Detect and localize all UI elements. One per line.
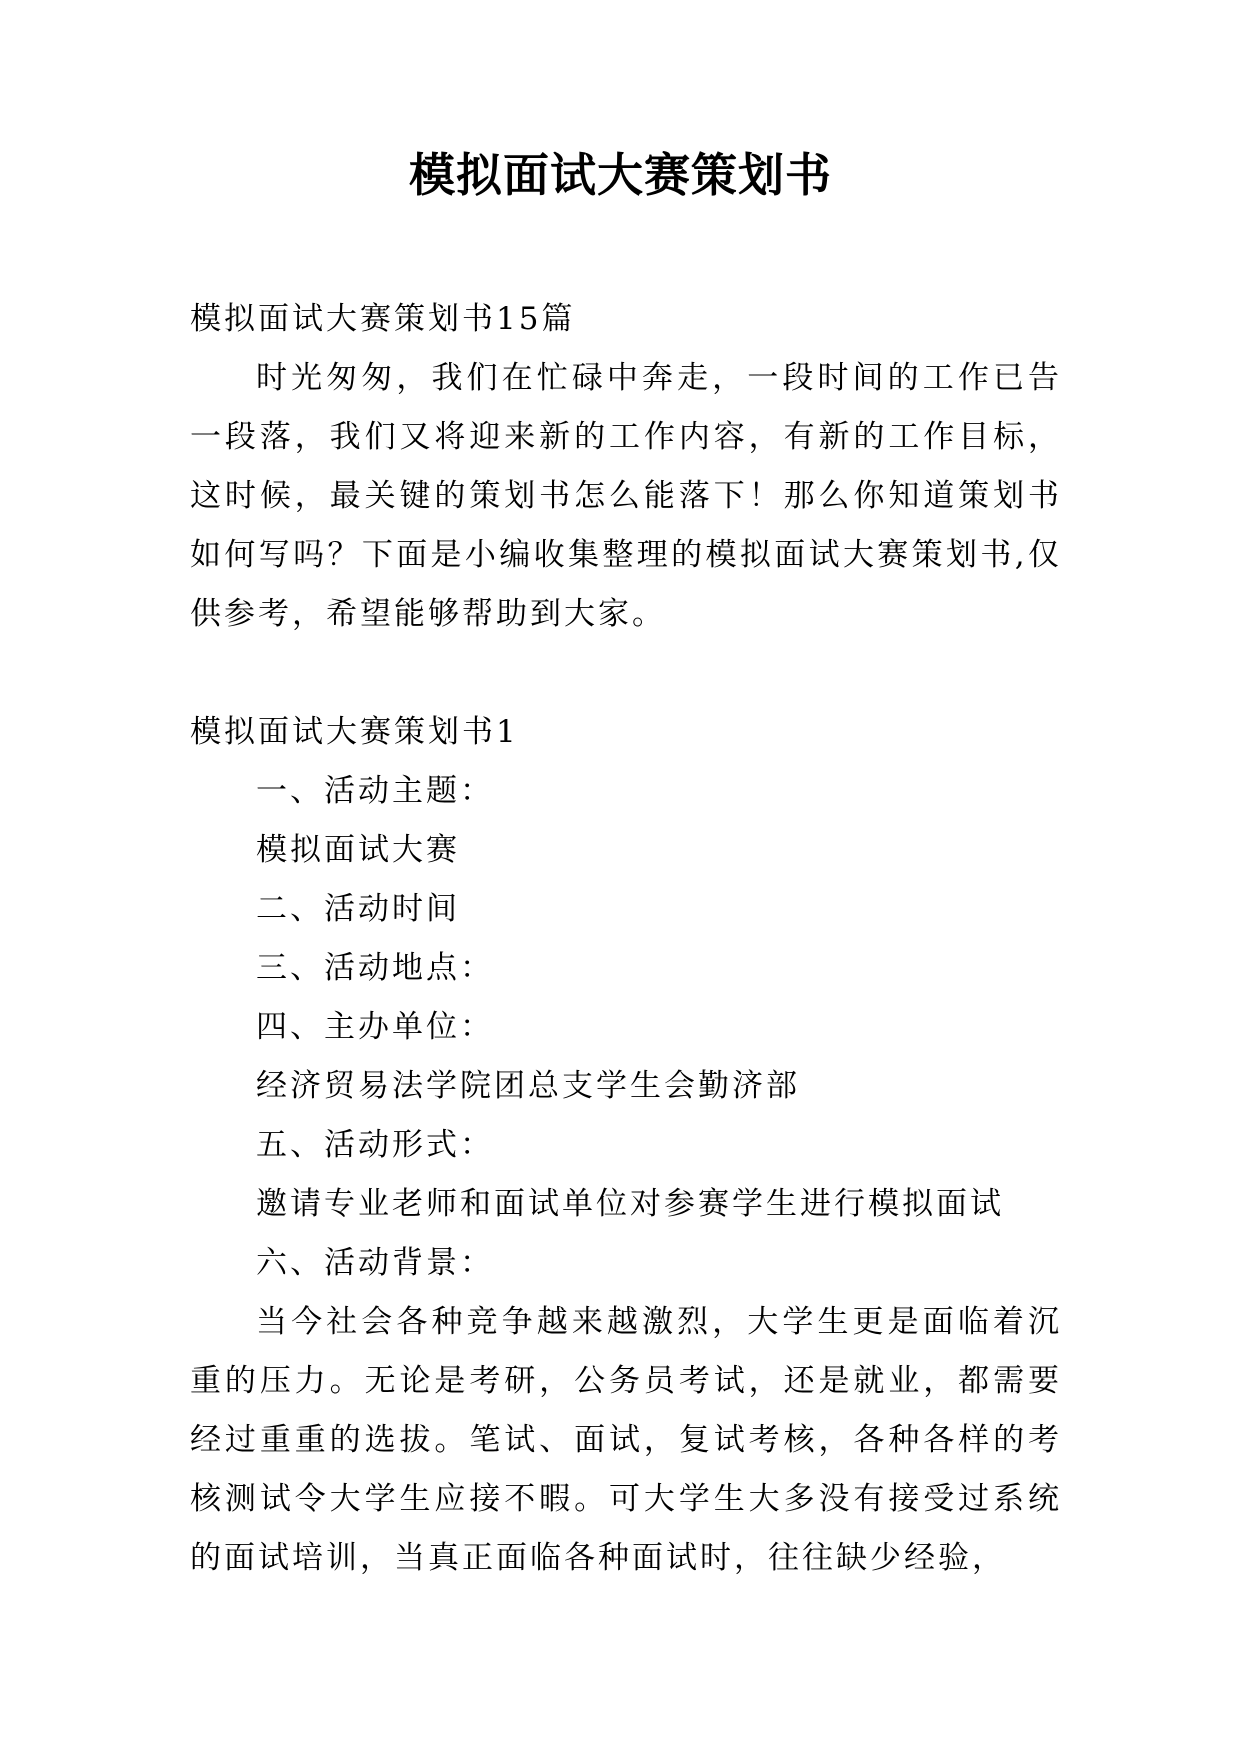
background-paragraph: 当今社会各种竞争越来越激烈，大学生更是面临着沉重的压力。无论是考研，公务员考试，还是就业，都需要经过重重的选拔。笔试、面试，复试考核，各种各样的考核测试令大学生应接不暇。可大学生大多没有接受过系统的面试培训，当真正面临各种面试时，往往缺少经验，	[190, 1304, 1062, 1576]
document-title: 模拟面试大赛策划书	[409, 148, 832, 202]
item-theme-value: 模拟面试大赛	[256, 832, 460, 868]
item-format-value: 邀请专业老师和面试单位对参赛学生进行模拟面试	[256, 1186, 1004, 1222]
paragraph-gap	[190, 644, 1062, 703]
item-format-heading: 五、活动形式：	[256, 1127, 494, 1163]
item-background-heading: 六、活动背景：	[256, 1245, 494, 1281]
item-place-heading: 三、活动地点：	[256, 950, 494, 986]
item-organizer-heading: 四、主办单位：	[256, 1009, 494, 1045]
document-body	[190, 290, 1062, 1588]
item-organizer-value: 经济贸易法学院团总支学生会勤济部	[256, 1068, 800, 1104]
item-time-heading: 二、活动时间	[256, 891, 460, 927]
subtitle: 模拟面试大赛策划书15篇	[190, 301, 576, 337]
item-theme-heading: 一、活动主题：	[256, 773, 494, 809]
intro-paragraph: 时光匆匆，我们在忙碌中奔走，一段时间的工作已告一段落，我们又将迎来新的工作内容，有新的工作目标，这时候，最关键的策划书怎么能落下！那么你知道策划书如何写吗？下面是小编收集整理的模拟面试大赛策划书,仅供参考，希望能够帮助到大家。	[190, 360, 1062, 632]
section-heading: 模拟面试大赛策划书1	[190, 714, 519, 750]
